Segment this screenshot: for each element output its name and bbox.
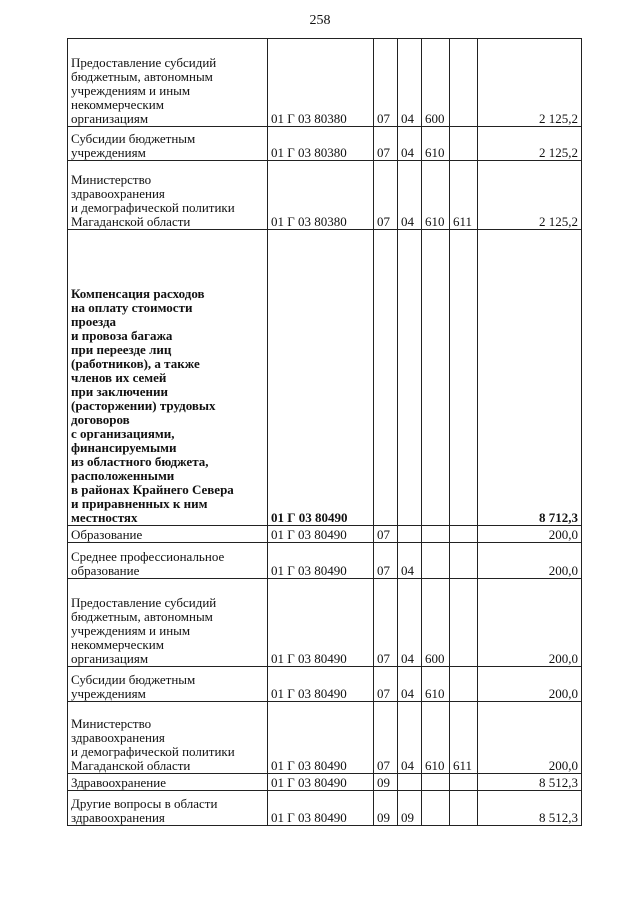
row-section-cell-text: 07: [377, 145, 390, 160]
row-kosgu-cell: [450, 161, 478, 230]
row-subsection-cell: [398, 39, 422, 127]
table-row: [68, 526, 582, 543]
row-kosgu-cell-text: 611: [453, 758, 473, 773]
row-subsection-cell-text: 04: [401, 651, 414, 666]
row-expense-type-cell: [422, 39, 450, 127]
row-sum-cell: [478, 791, 582, 826]
row-sum-cell-text: 200,0: [548, 651, 578, 666]
row-section-cell: [374, 230, 398, 526]
row-section-cell-text: 09: [377, 810, 390, 825]
row-sum-cell: [478, 702, 582, 774]
row-name-cell: [68, 702, 268, 774]
table-row: [68, 161, 582, 230]
row-subsection-cell-text: 04: [401, 563, 414, 578]
row-code-cell-text: 01 Г 03 80380: [271, 111, 347, 126]
row-section-cell-text: 07: [377, 111, 390, 126]
row-code-cell: [268, 39, 374, 127]
row-section-cell-text: 07: [377, 214, 390, 229]
row-kosgu-cell: [450, 39, 478, 127]
row-section-cell: [374, 127, 398, 161]
row-code-cell-text: 01 Г 03 80490: [271, 686, 347, 701]
row-name-cell: [68, 791, 268, 826]
row-sum-cell-text: 200,0: [548, 527, 578, 542]
row-code-cell-text: 01 Г 03 80380: [271, 145, 347, 160]
row-kosgu-cell: [450, 774, 478, 791]
table-row: [68, 230, 582, 526]
row-sum-cell-text: 2 125,2: [539, 214, 578, 229]
row-name-cell: [68, 579, 268, 667]
row-name-cell-text: Другие вопросы в области здравоохранения: [71, 796, 218, 825]
row-name-cell: [68, 161, 268, 230]
row-kosgu-cell: [450, 702, 478, 774]
row-expense-type-cell-text: 610: [425, 214, 445, 229]
row-subsection-cell: [398, 702, 422, 774]
row-name-cell-text: Субсидии бюджетным учреждениям: [71, 672, 196, 701]
row-section-cell-text: 07: [377, 527, 390, 542]
row-kosgu-cell: [450, 667, 478, 702]
row-sum-cell: [478, 774, 582, 791]
row-subsection-cell-text: 04: [401, 758, 414, 773]
table-row: [68, 702, 582, 774]
row-subsection-cell-text: 04: [401, 214, 414, 229]
row-section-cell: [374, 579, 398, 667]
row-expense-type-cell: [422, 702, 450, 774]
row-name-cell-text: Министерство здравоохранения и демографической политики Магаданской области: [71, 716, 235, 773]
table-body: [68, 39, 582, 826]
row-sum-cell: [478, 39, 582, 127]
table-row: [68, 791, 582, 826]
row-code-cell: [268, 161, 374, 230]
row-code-cell: [268, 543, 374, 579]
row-name-cell-text: Среднее профессиональное образование: [71, 549, 225, 578]
row-kosgu-cell: [450, 526, 478, 543]
row-expense-type-cell: [422, 127, 450, 161]
row-code-cell-text: 01 Г 03 80490: [271, 651, 347, 666]
row-subsection-cell: [398, 774, 422, 791]
row-kosgu-cell: [450, 543, 478, 579]
row-kosgu-cell-text: 611: [453, 214, 473, 229]
row-code-cell: [268, 667, 374, 702]
row-subsection-cell-text: 04: [401, 111, 414, 126]
row-sum-cell-text: 200,0: [548, 686, 578, 701]
row-section-cell-text: 09: [377, 775, 390, 790]
row-expense-type-cell-text: 610: [425, 145, 445, 160]
row-subsection-cell: [398, 127, 422, 161]
row-expense-type-cell: [422, 543, 450, 579]
row-sum-cell-text: 2 125,2: [539, 145, 578, 160]
row-section-cell: [374, 161, 398, 230]
row-code-cell-text: 01 Г 03 80490: [271, 758, 347, 773]
row-subsection-cell-text: 04: [401, 686, 414, 701]
row-sum-cell-text: 8 512,3: [539, 810, 578, 825]
row-code-cell-text: 01 Г 03 80490: [271, 510, 348, 525]
row-name-cell: [68, 774, 268, 791]
row-name-cell: [68, 230, 268, 526]
row-name-cell: [68, 526, 268, 543]
row-subsection-cell: [398, 161, 422, 230]
row-code-cell-text: 01 Г 03 80380: [271, 214, 347, 229]
table-row: [68, 667, 582, 702]
row-name-cell-text: Министерство здравоохранения и демографической политики Магаданской области: [71, 172, 235, 229]
row-expense-type-cell: [422, 579, 450, 667]
table-row: [68, 579, 582, 667]
row-expense-type-cell: [422, 667, 450, 702]
row-code-cell: [268, 791, 374, 826]
table-row: [68, 543, 582, 579]
row-sum-cell-text: 2 125,2: [539, 111, 578, 126]
row-expense-type-cell-text: 600: [425, 111, 445, 126]
row-section-cell-text: 07: [377, 686, 390, 701]
row-name-cell: [68, 39, 268, 127]
row-expense-type-cell: [422, 791, 450, 826]
row-expense-type-cell: [422, 526, 450, 543]
row-code-cell: [268, 526, 374, 543]
row-expense-type-cell-text: 610: [425, 758, 445, 773]
row-name-cell: [68, 667, 268, 702]
row-expense-type-cell-text: 610: [425, 686, 445, 701]
page-number: 258: [309, 13, 331, 28]
row-name-cell: [68, 127, 268, 161]
row-name-cell-text: Предоставление субсидий бюджетным, автономным учреждениям и иным некоммерческим организациям: [71, 55, 217, 126]
row-section-cell-text: 07: [377, 758, 390, 773]
row-expense-type-cell-text: 600: [425, 651, 445, 666]
row-subsection-cell: [398, 667, 422, 702]
row-code-cell-text: 01 Г 03 80490: [271, 810, 347, 825]
row-sum-cell: [478, 667, 582, 702]
row-kosgu-cell: [450, 791, 478, 826]
row-kosgu-cell: [450, 579, 478, 667]
row-sum-cell: [478, 543, 582, 579]
row-code-cell-text: 01 Г 03 80490: [271, 775, 347, 790]
row-section-cell: [374, 526, 398, 543]
row-expense-type-cell: [422, 774, 450, 791]
budget-table: [67, 38, 582, 826]
row-subsection-cell-text: 04: [401, 145, 414, 160]
row-subsection-cell: [398, 526, 422, 543]
row-section-cell: [374, 702, 398, 774]
row-section-cell: [374, 543, 398, 579]
row-section-cell: [374, 774, 398, 791]
row-sum-cell: [478, 230, 582, 526]
row-sum-cell-text: 200,0: [548, 563, 578, 578]
row-name-cell: [68, 543, 268, 579]
row-code-cell: [268, 579, 374, 667]
row-name-cell-text: Компенсация расходов на оплату стоимости проезда и провоза багажа при переезде лиц (работников), а также членов их семей при заключении (расторжении) трудовых договоров с организациями, финансируемыми из областного бюджета, расположенными в районах Крайнего Севера и приравненных к ним местностях: [71, 286, 234, 525]
row-subsection-cell: [398, 230, 422, 526]
row-expense-type-cell: [422, 230, 450, 526]
row-code-cell-text: 01 Г 03 80490: [271, 563, 347, 578]
row-subsection-cell: [398, 579, 422, 667]
row-kosgu-cell: [450, 230, 478, 526]
row-sum-cell-text: 200,0: [548, 758, 578, 773]
row-sum-cell-text: 8 712,3: [539, 510, 578, 525]
row-subsection-cell-text: 09: [401, 810, 414, 825]
table-row: [68, 774, 582, 791]
row-section-cell-text: 07: [377, 563, 390, 578]
row-code-cell: [268, 127, 374, 161]
row-name-cell-text: Субсидии бюджетным учреждениям: [71, 131, 196, 160]
row-sum-cell: [478, 526, 582, 543]
row-subsection-cell: [398, 791, 422, 826]
row-name-cell-text: Предоставление субсидий бюджетным, автономным учреждениям и иным некоммерческим организациям: [71, 595, 217, 666]
row-name-cell-text: Здравоохранение: [71, 775, 166, 790]
row-code-cell: [268, 774, 374, 791]
row-name-cell-text: Образование: [71, 527, 143, 542]
row-subsection-cell: [398, 543, 422, 579]
row-code-cell: [268, 230, 374, 526]
row-section-cell: [374, 39, 398, 127]
row-sum-cell: [478, 161, 582, 230]
row-kosgu-cell: [450, 127, 478, 161]
row-sum-cell-text: 8 512,3: [539, 775, 578, 790]
table-row: [68, 127, 582, 161]
row-sum-cell: [478, 579, 582, 667]
row-section-cell: [374, 791, 398, 826]
row-sum-cell: [478, 127, 582, 161]
table-row: [68, 39, 582, 127]
row-code-cell: [268, 702, 374, 774]
row-code-cell-text: 01 Г 03 80490: [271, 527, 347, 542]
row-expense-type-cell: [422, 161, 450, 230]
row-section-cell: [374, 667, 398, 702]
row-section-cell-text: 07: [377, 651, 390, 666]
